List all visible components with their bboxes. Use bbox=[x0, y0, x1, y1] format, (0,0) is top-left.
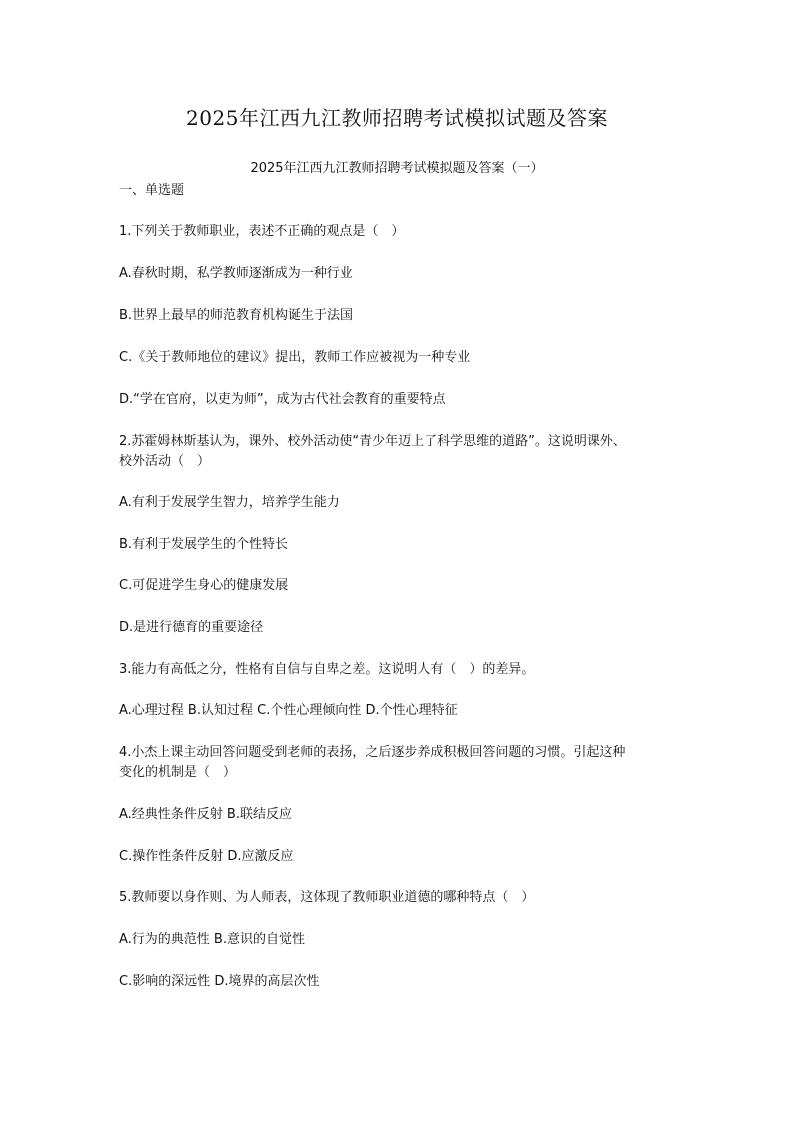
question-3-stem: 3.能力有高低之分，性格有自信与自卑之差。这说明人有（ ）的差异。 bbox=[119, 662, 535, 677]
question-2-option-b: B.有利于发展学生的个性特长 bbox=[119, 537, 289, 552]
question-4-stem-line-2: 变化的机制是（ ） bbox=[119, 765, 237, 780]
document-subtitle: 2025年江西九江教师招聘考试模拟题及答案（一） bbox=[250, 161, 544, 176]
question-4-stem-line-1: 4.小杰上课主动回答问题受到老师的表扬，之后逐步养成积极回答问题的习惯。引起这种 bbox=[119, 745, 626, 760]
question-2-stem-line-1: 2.苏霍姆林斯基认为，课外、校外活动使“青少年迈上了科学思维的道路”。这说明课外、 bbox=[119, 434, 626, 449]
question-1-option-a: A.春秋时期，私学教师逐渐成为一种行业 bbox=[119, 266, 353, 281]
question-5-options-line-1: A.行为的典范性 B.意识的自觉性 bbox=[119, 932, 305, 947]
question-2-option-c: C.可促进学生身心的健康发展 bbox=[119, 578, 289, 593]
question-4-options-line-2: C.操作性条件反射 D.应激反应 bbox=[119, 849, 294, 864]
document-title: 2025年江西九江教师招聘考试模拟试题及答案 bbox=[186, 106, 608, 130]
question-2-option-d: D.是进行德育的重要途径 bbox=[119, 620, 264, 635]
question-5-options-line-2: C.影响的深远性 D.境界的高层次性 bbox=[119, 974, 320, 989]
question-1-option-d: D.“学在官府，以吏为师”，成为古代社会教育的重要特点 bbox=[119, 392, 446, 407]
question-1-option-c: C.《关于教师地位的建议》提出，教师工作应被视为一种专业 bbox=[119, 350, 471, 365]
question-1-stem: 1.下列关于教师职业，表述不正确的观点是（ ） bbox=[119, 224, 405, 239]
question-5-stem: 5.教师要以身作则、为人师表，这体现了教师职业道德的哪种特点（ ） bbox=[119, 890, 535, 905]
section-heading: 一、单选题 bbox=[119, 183, 185, 198]
question-2-option-a: A.有利于发展学生智力，培养学生能力 bbox=[119, 495, 340, 510]
question-2-stem-line-2: 校外活动（ ） bbox=[119, 454, 211, 469]
question-1-option-b: B.世界上最早的师范教育机构诞生于法国 bbox=[119, 308, 354, 323]
question-3-options: A.心理过程 B.认知过程 C.个性心理倾向性 D.个性心理特征 bbox=[119, 703, 458, 718]
question-4-options-line-1: A.经典性条件反射 B.联结反应 bbox=[119, 807, 292, 822]
